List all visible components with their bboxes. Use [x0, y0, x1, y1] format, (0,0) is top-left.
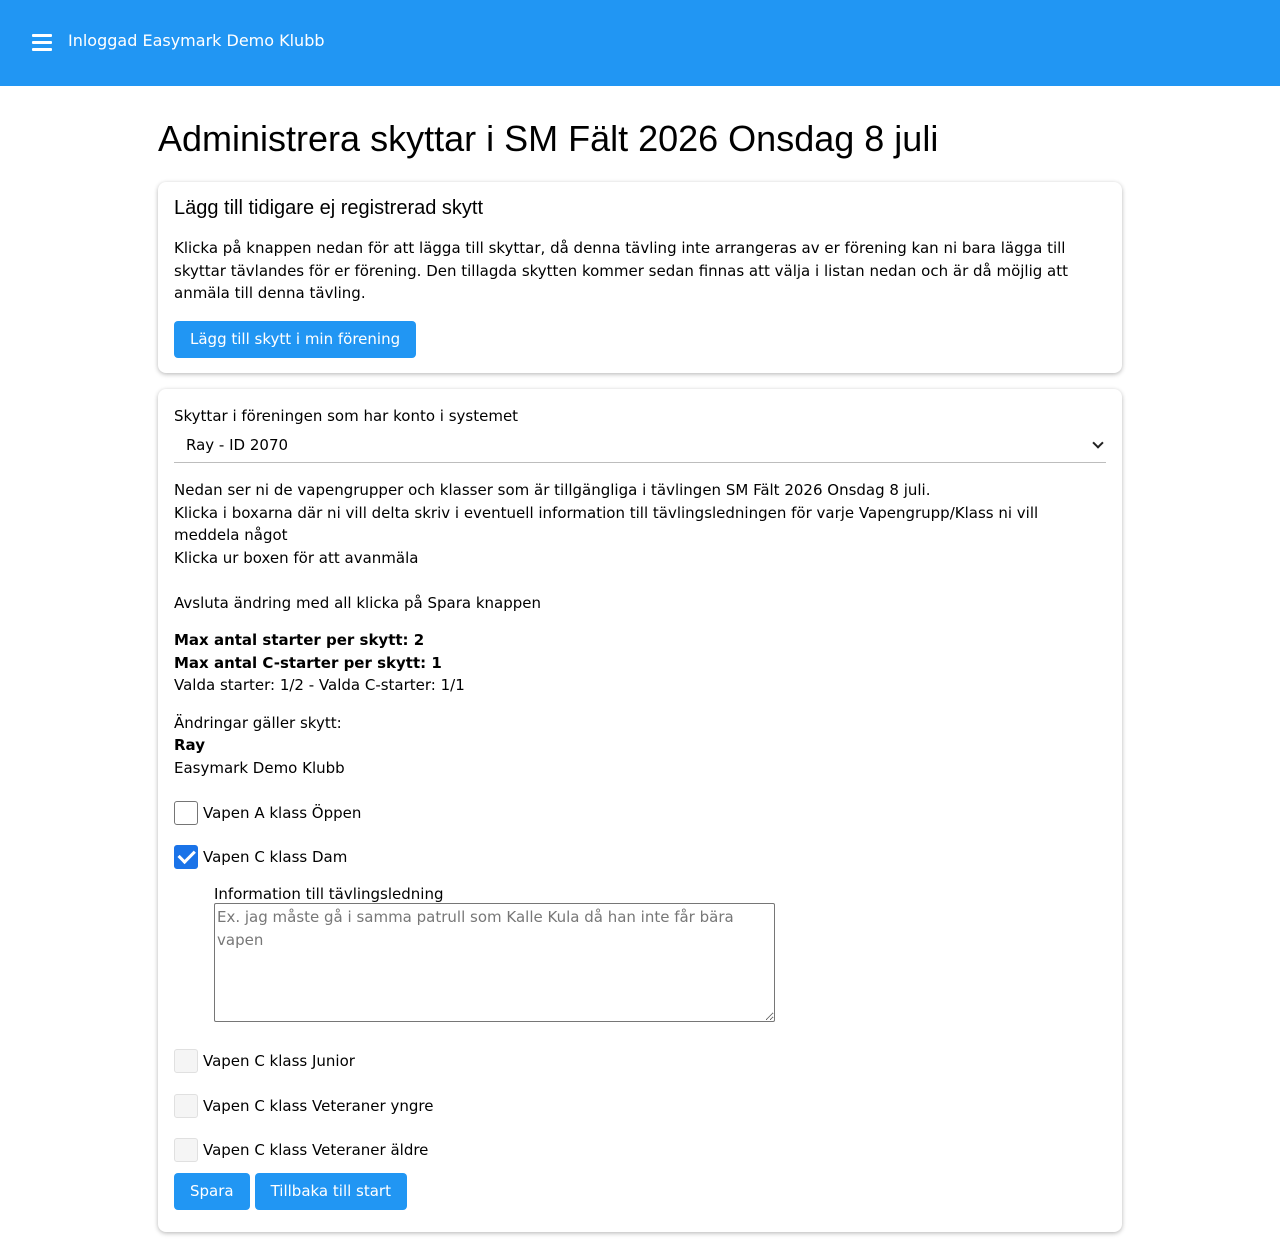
back-to-start-button[interactable]: Tillbaka till start — [255, 1173, 407, 1210]
instruction-line: Klicka ur boxen för att avanmäla — [174, 548, 419, 567]
logged-in-title: Inloggad Easymark Demo Klubb — [68, 31, 325, 50]
shooter-select[interactable] — [174, 435, 1106, 463]
checkbox-disabled[interactable] — [174, 1094, 198, 1118]
class-label: Vapen C klass Junior — [203, 1052, 355, 1070]
instructions — [174, 479, 1106, 614]
start-limits — [174, 629, 1106, 697]
selected-shooter-info — [174, 712, 1106, 780]
class-option-c-veteraner-yngre[interactable] — [174, 1094, 1106, 1118]
add-shooter-button[interactable]: Lägg till skytt i min förening — [174, 321, 416, 358]
class-label: Vapen C klass Veteraner äldre — [203, 1141, 429, 1159]
class-option-c-veteraner-aldre[interactable] — [174, 1138, 1106, 1162]
page-title: Administrera skyttar i SM Fält 2026 Onsdag 8 juli — [158, 118, 939, 159]
info-block — [214, 885, 1106, 1022]
checkbox[interactable] — [174, 801, 198, 825]
add-shooter-card-title: Lägg till tidigare ej registrerad skytt — [174, 197, 484, 219]
checkbox-disabled[interactable] — [174, 1138, 198, 1162]
class-list — [174, 801, 1106, 1162]
checkbox-disabled[interactable] — [174, 1049, 198, 1073]
max-starts: Max antal starter per skytt: 2 — [174, 631, 425, 649]
shooter-select-label: Skyttar i föreningen som har konto i systemet — [174, 407, 519, 425]
top-app-bar — [0, 0, 1280, 86]
shooter-name: Ray — [174, 736, 205, 754]
finish-note: Avsluta ändring med all klicka på Spara knappen — [174, 593, 542, 612]
info-label: Information till tävlingsledning — [214, 885, 444, 903]
class-option-a-oppen[interactable] — [174, 801, 1106, 825]
class-option-c-dam[interactable] — [174, 845, 1106, 869]
save-button[interactable]: Spara — [174, 1173, 250, 1210]
shooter-select-value: Ray - ID 2070 — [186, 436, 289, 454]
checkbox-checked[interactable] — [174, 845, 198, 869]
class-option-c-junior[interactable] — [174, 1049, 1106, 1073]
class-label: Vapen C klass Dam — [203, 848, 348, 866]
shooter-registration-card — [158, 389, 1122, 1232]
max-c-starts: Max antal C-starter per skytt: 1 — [174, 653, 442, 672]
main-content — [158, 118, 1122, 1232]
class-label: Vapen A klass Öppen — [203, 804, 362, 822]
info-textarea[interactable] — [214, 903, 775, 1022]
selected-starts: Valda starter: 1/2 - Valda C-starter: 1/1 — [174, 676, 465, 694]
menu-icon[interactable] — [32, 34, 52, 51]
action-buttons — [174, 1173, 1106, 1210]
class-label: Vapen C klass Veteraner yngre — [203, 1097, 434, 1115]
add-shooter-card — [158, 182, 1122, 373]
instruction-line: Nedan ser ni de vapengrupper och klasser som är tillgängliga i tävlingen SM Fält 2026 Onsdag 8 juli. — [174, 481, 931, 499]
instruction-line: Klicka i boxarna där ni vill delta skriv i eventuell information till tävlingsledningen för varje Vapengrupp/Klass ni vill meddela något — [174, 503, 1039, 544]
add-shooter-description: Klicka på knappen nedan för att lägga till skyttar, då denna tävling inte arrangeras av er förening kan ni bara lägga till skyttar tävlandes för er förening. Den tillagda skytten kommer sedan finnas att välja i listan nedan och är då möjlig att anmäla till denna tävling. — [174, 239, 1069, 302]
changes-apply-label: Ändringar gäller skytt: — [174, 713, 342, 732]
chevron-down-icon — [1092, 437, 1103, 448]
shooter-club: Easymark Demo Klubb — [174, 758, 345, 777]
